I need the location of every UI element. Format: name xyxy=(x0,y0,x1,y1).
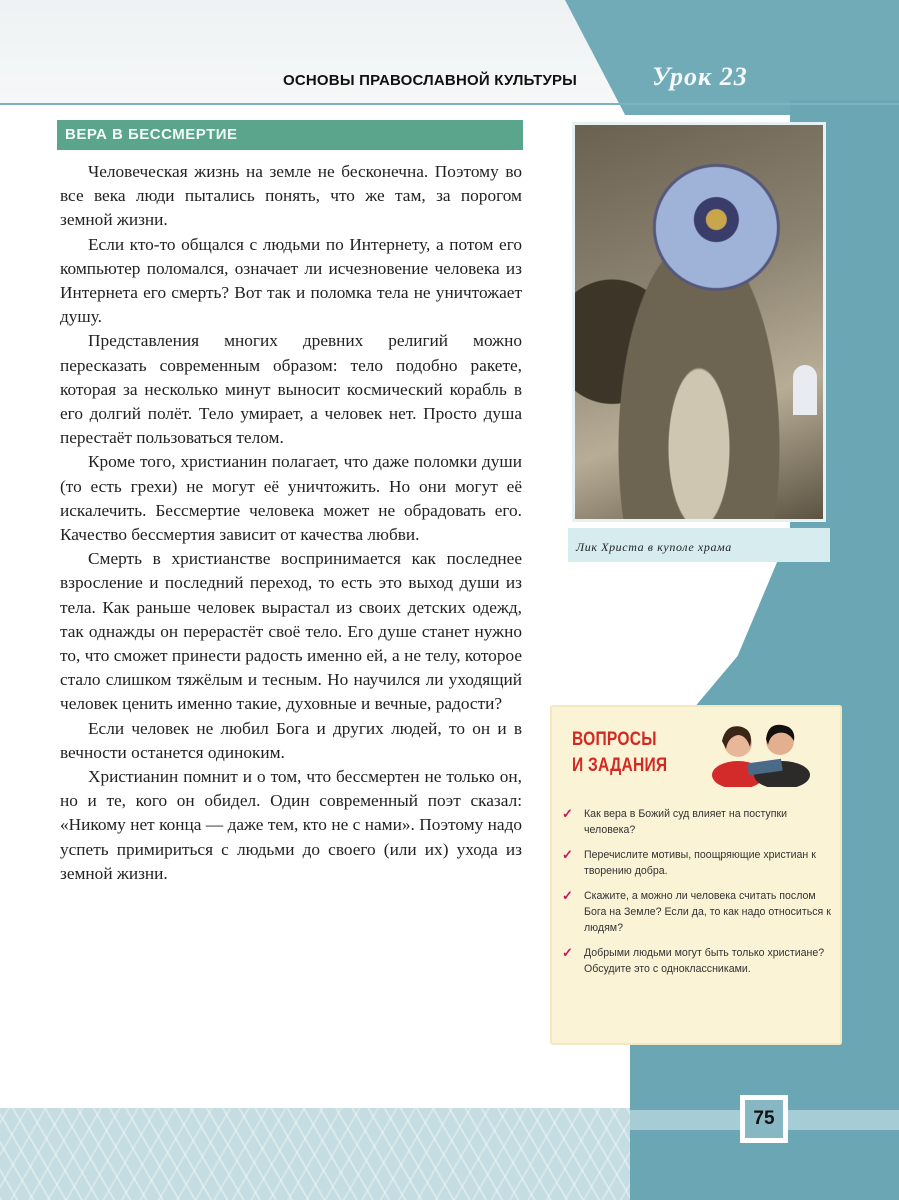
lesson-label: Урок 23 xyxy=(652,62,748,91)
course-title: ОСНОВЫ ПРАВОСЛАВНОЙ КУЛЬТУРЫ xyxy=(283,72,578,89)
paragraph: Человеческая жизнь на земле не бесконечна. Поэтому во все века люди пытались понять, что же там, за порогом земной жизни. xyxy=(60,162,522,230)
check-icon: ✓ xyxy=(562,806,573,821)
paragraph: Смерть в христианстве воспринимается как последнее взросление и последний переход, то есть это выход души из тела. Как раньше человек вырастал из своих детских одежд, так однажды он перерастёт своё тело. Его душе станет нужно то, что сможет принести радость именно ей, а не телу, которое стало слишком тяжёлым и тесным. Но научился ли уходящий человек ценить именно такие, духовные и вечные, радости? xyxy=(60,549,522,714)
paragraph: Представления многих древних религий можно пересказать современным образом: тело подобно ракете, которая за несколько минут выносит космический корабль в его долгий полёт. Тело умирает, а человек нет. Просто душа перестаёт пользоваться телом. xyxy=(60,331,522,448)
question-item xyxy=(562,945,834,977)
reading-children-icon xyxy=(708,715,812,787)
section-heading: ВЕРА В БЕССМЕРТИЕ xyxy=(57,120,523,150)
questions-title xyxy=(572,727,667,779)
check-icon: ✓ xyxy=(562,945,573,960)
check-icon: ✓ xyxy=(562,847,573,862)
paragraph: Кроме того, христианин полагает, что даже поломки души (то есть грехи) не могут её уничтожить. Но они могут её искалечить. Бессмертие человека может не обрадовать его. Качество бессмертия зависит от качества любви. xyxy=(60,452,522,545)
page-number: 75 xyxy=(740,1095,788,1143)
question-text: Перечислите мотивы, поощряющие христиан к творению добра. xyxy=(584,849,816,877)
questions-title-line1: ВОПРОСЫ xyxy=(572,729,657,750)
question-text: Как вера в Божий суд влияет на поступки человека? xyxy=(584,808,788,836)
header-divider xyxy=(0,103,899,105)
question-item xyxy=(562,888,834,936)
question-item xyxy=(562,847,834,879)
photo-caption: Лик Христа в куполе храма xyxy=(576,540,732,554)
question-item xyxy=(562,806,834,838)
check-icon: ✓ xyxy=(562,888,573,903)
church-window xyxy=(793,365,817,415)
article-body xyxy=(60,160,522,886)
paragraph: Христианин помнит и о том, что бессмертен не только он, но и те, кого он обидел. Один современный поэт сказал: «Никому нет конца — даже тем, кто не с нами». Поэтому надо успеть примириться с людьми до своего (или их) ухода из земной жизни. xyxy=(60,767,522,883)
question-text: Добрыми людьми могут быть только христиане? Обсудите это с одноклассниками. xyxy=(584,947,825,975)
questions-title-line2: И ЗАДАНИЯ xyxy=(572,755,668,776)
paragraph: Если кто-то общался с людьми по Интернету, а потом его компьютер поломался, означает ли исчезновение человека из Интернета его смерть? Вот так и поломка тела не уничтожает душу. xyxy=(60,234,522,327)
questions-list xyxy=(562,806,834,986)
question-text: Скажите, а можно ли человека считать послом Бога на Земле? Если да, то как надо относиться к людям? xyxy=(584,890,831,934)
paragraph: Если человек не любил Бога и других людей, то он и в вечности останется одиноким. xyxy=(60,718,522,762)
church-dome-photo xyxy=(572,122,826,522)
